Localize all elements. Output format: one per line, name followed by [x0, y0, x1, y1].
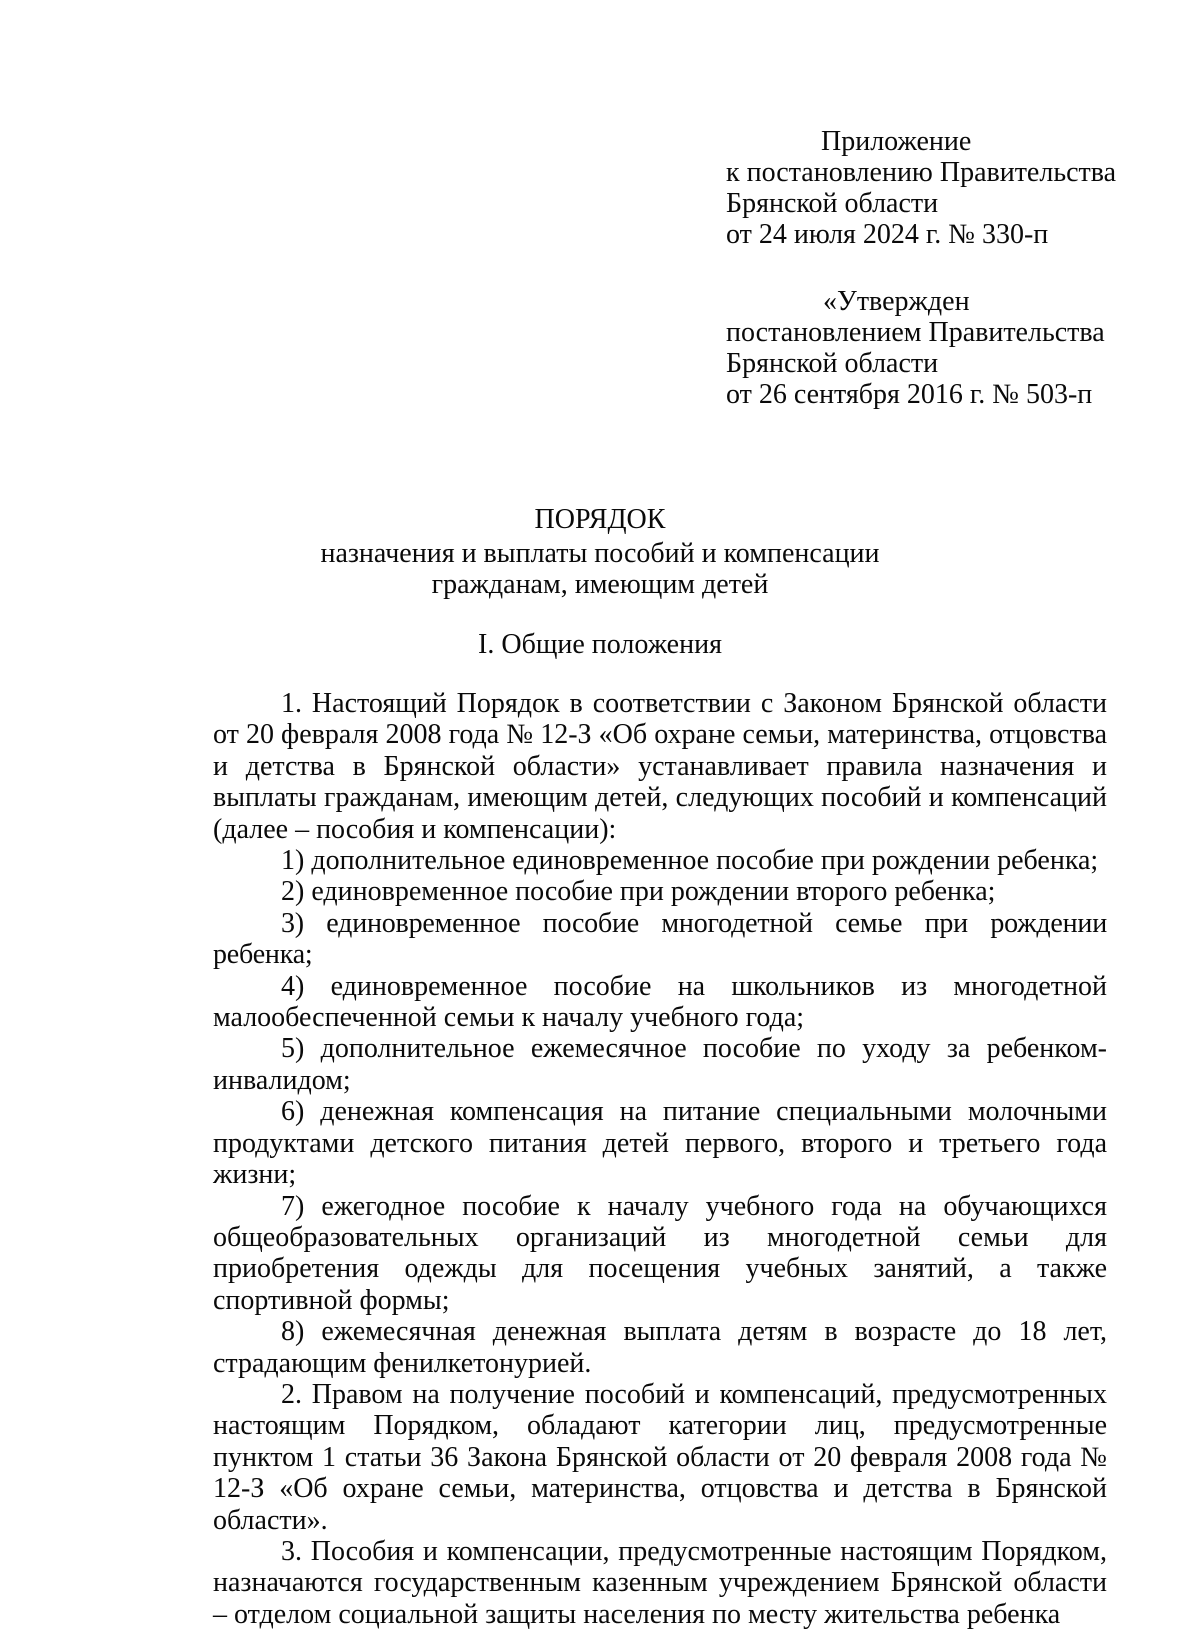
appendix-line: Брянской области: [726, 188, 939, 219]
approval-stamp: [726, 286, 1166, 410]
list-item: 2) единовременное пособие при рождении второго ребенка;: [281, 876, 996, 908]
approval-line: Брянской области: [726, 348, 939, 379]
list-item: 7) ежегодное пособие к началу учебного года на обучающихся общеобразовательных организаций из многодетной семьи для приобретения одежды для посещения учебных занятий, а также спортивной формы;: [213, 1190, 1107, 1316]
document-title: ПОРЯДОК: [534, 504, 666, 535]
document-body: [213, 688, 1107, 1630]
document-subtitle: гражданам, имеющим детей: [431, 569, 769, 600]
approval-line: постановлением Правительства: [726, 317, 1105, 348]
appendix-label: Приложение: [821, 126, 972, 157]
appendix-header: [726, 126, 1166, 250]
section-heading: I. Общие положения: [478, 629, 722, 660]
appendix-date: от 24 июля 2024 г. № 330-п: [726, 219, 1049, 250]
approval-date: от 26 сентября 2016 г. № 503-п: [726, 379, 1093, 410]
list-item: 3) единовременное пособие многодетной семье при рождении ребенка;: [213, 907, 1107, 971]
approval-label: «Утвержден: [823, 286, 970, 317]
list-item: 8) ежемесячная денежная выплата детям в возрасте до 18 лет, страдающим фенилкетонурией.: [213, 1316, 1107, 1379]
paragraph: 3. Пособия и компенсации, предусмотренные настоящим Порядком, назначаются государственным казенным учреждением Брянской области – отделом социальной защиты населения по месту жительства ребенка: [213, 1535, 1107, 1630]
list-item: 1) дополнительное единовременное пособие при рождении ребенка;: [281, 845, 1099, 877]
paragraph: 1. Настоящий Порядок в соответствии с Законом Брянской области от 20 февраля 2008 года № 12-З «Об охране семьи, материнства, отцовства и детства в Брянской области» устанавливает правила назначения и выплаты гражданам, имеющим детей, следующих пособий и компенсаций (далее – пособия и компенсации):: [213, 688, 1107, 845]
list-item: 6) денежная компенсация на питание специальными молочными продуктами детского питания детей первого, второго и третьего года жизни;: [213, 1096, 1107, 1191]
appendix-line: к постановлению Правительства: [726, 157, 1117, 188]
document-subtitle: назначения и выплаты пособий и компенсации: [320, 538, 880, 569]
list-item: 4) единовременное пособие на школьников из многодетной малообеспеченной семьи к началу учебного года;: [213, 970, 1107, 1034]
paragraph: 2. Правом на получение пособий и компенсаций, предусмотренных настоящим Порядком, обладают категории лиц, предусмотренные пунктом 1 статьи 36 Закона Брянской области от 20 февраля 2008 года № 12-З «Об охране семьи, материнства, отцовства и детства в Брянской области».: [213, 1378, 1107, 1536]
list-item: 5) дополнительное ежемесячное пособие по уходу за ребенком-инвалидом;: [213, 1033, 1107, 1096]
